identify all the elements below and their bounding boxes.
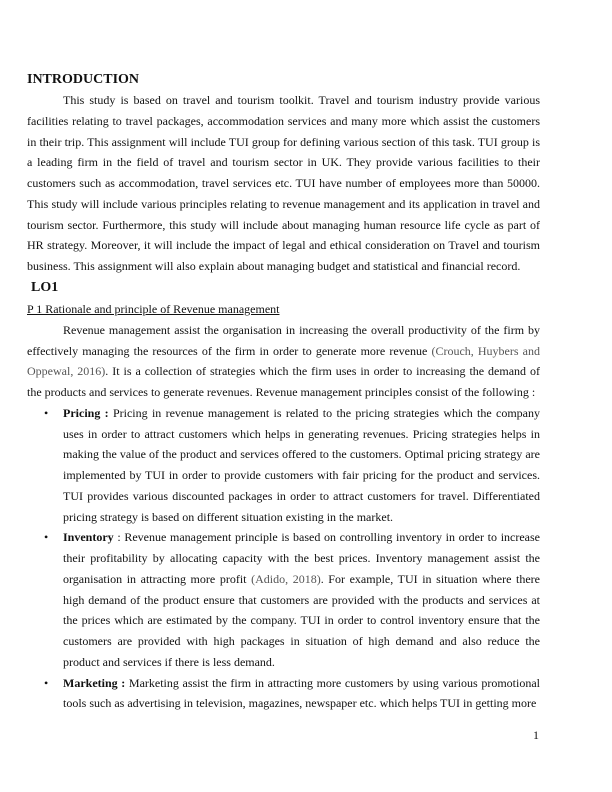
lo1-heading: LO1 bbox=[31, 279, 59, 295]
principles-list bbox=[27, 403, 540, 714]
revenue-paragraph bbox=[27, 320, 540, 403]
citation: (Adido, 2018) bbox=[251, 571, 321, 586]
document-page bbox=[27, 70, 540, 714]
citation: (Crouch, Huybers and Oppewal, 2016) bbox=[27, 343, 540, 379]
item-term: Pricing : bbox=[63, 405, 109, 420]
bullet-icon: • bbox=[44, 405, 49, 420]
list-item-marketing bbox=[27, 673, 540, 715]
bullet-icon: • bbox=[44, 675, 49, 690]
page-number: 1 bbox=[533, 728, 539, 742]
item-text: : Revenue management principle is based on controlling inventory in order to increase their profitability by allocating capacity with the best prices. Inventory management assist the organisation in attracting more profit bbox=[63, 530, 540, 586]
list-item-inventory bbox=[27, 527, 540, 672]
bullet-icon: • bbox=[44, 530, 49, 545]
item-term: Inventory bbox=[63, 530, 114, 545]
item-term: Marketing : bbox=[63, 675, 126, 690]
item-text: . For example, TUI in situation where there high demand of the product ensure that customers are provided with the products and services at the prices which are estimated by the company. TUI in order to control inventory ensure that the customers are provided with high packages in situation of high demand and also reduce the product and services if there is less demand. bbox=[63, 571, 540, 669]
intro-heading: INTRODUCTION bbox=[27, 72, 140, 87]
paragraph-text: . It is a collection of strategies which the firm uses in order to increasing the demand of the products and services to generate revenues. Revenue management principles consist of the following : bbox=[27, 364, 540, 399]
list-item-pricing bbox=[27, 403, 540, 528]
item-text: Pricing in revenue management is related to the pricing strategies which the company uses in order to attract customers which helps in generating revenues. Pricing strategies helps in making the value of the product and services offered to the customers. Optimal pricing strategy are implemented by TUI in order to provide customers with fair pricing for the product and services. TUI provides various discounted packages in order to attract customers for travel. Differentiated pricing strategy is based on different situation existing in the market. bbox=[63, 405, 540, 524]
item-text: Marketing assist the firm in attracting more customers by using various promotional tools such as advertising in television, magazines, newspaper etc. which helps TUI in getting more bbox=[63, 675, 540, 711]
intro-paragraph: This study is based on travel and tourism toolkit. Travel and tourism industry provide various facilities relating to travel packages, accommodation services and many more which assist the customers in their trip. This assignment will include TUI group for defining various section of this task. TUI group is a leading firm in the field of travel and tourism sector in UK. They provide various facilities to their customers such as accommodation, travel services etc. TUI have number of employees more than 50000. This study will include various principles relating to revenue management and its application in travel and tourism sector. Furthermore, this study will include about managing human resource life cycle as part of HR strategy. Moreover, it will include the impact of legal and ethical consideration on Travel and tourism business. This assignment will also explain about managing budget and statistical and financial record. bbox=[27, 93, 540, 273]
section-subheading: P 1 Rationale and principle of Revenue management bbox=[27, 301, 280, 316]
paragraph-text: Revenue management assist the organisation in increasing the overall productivity of the firm by effectively managing the resources of the firm in order to generate more revenue bbox=[27, 322, 540, 358]
